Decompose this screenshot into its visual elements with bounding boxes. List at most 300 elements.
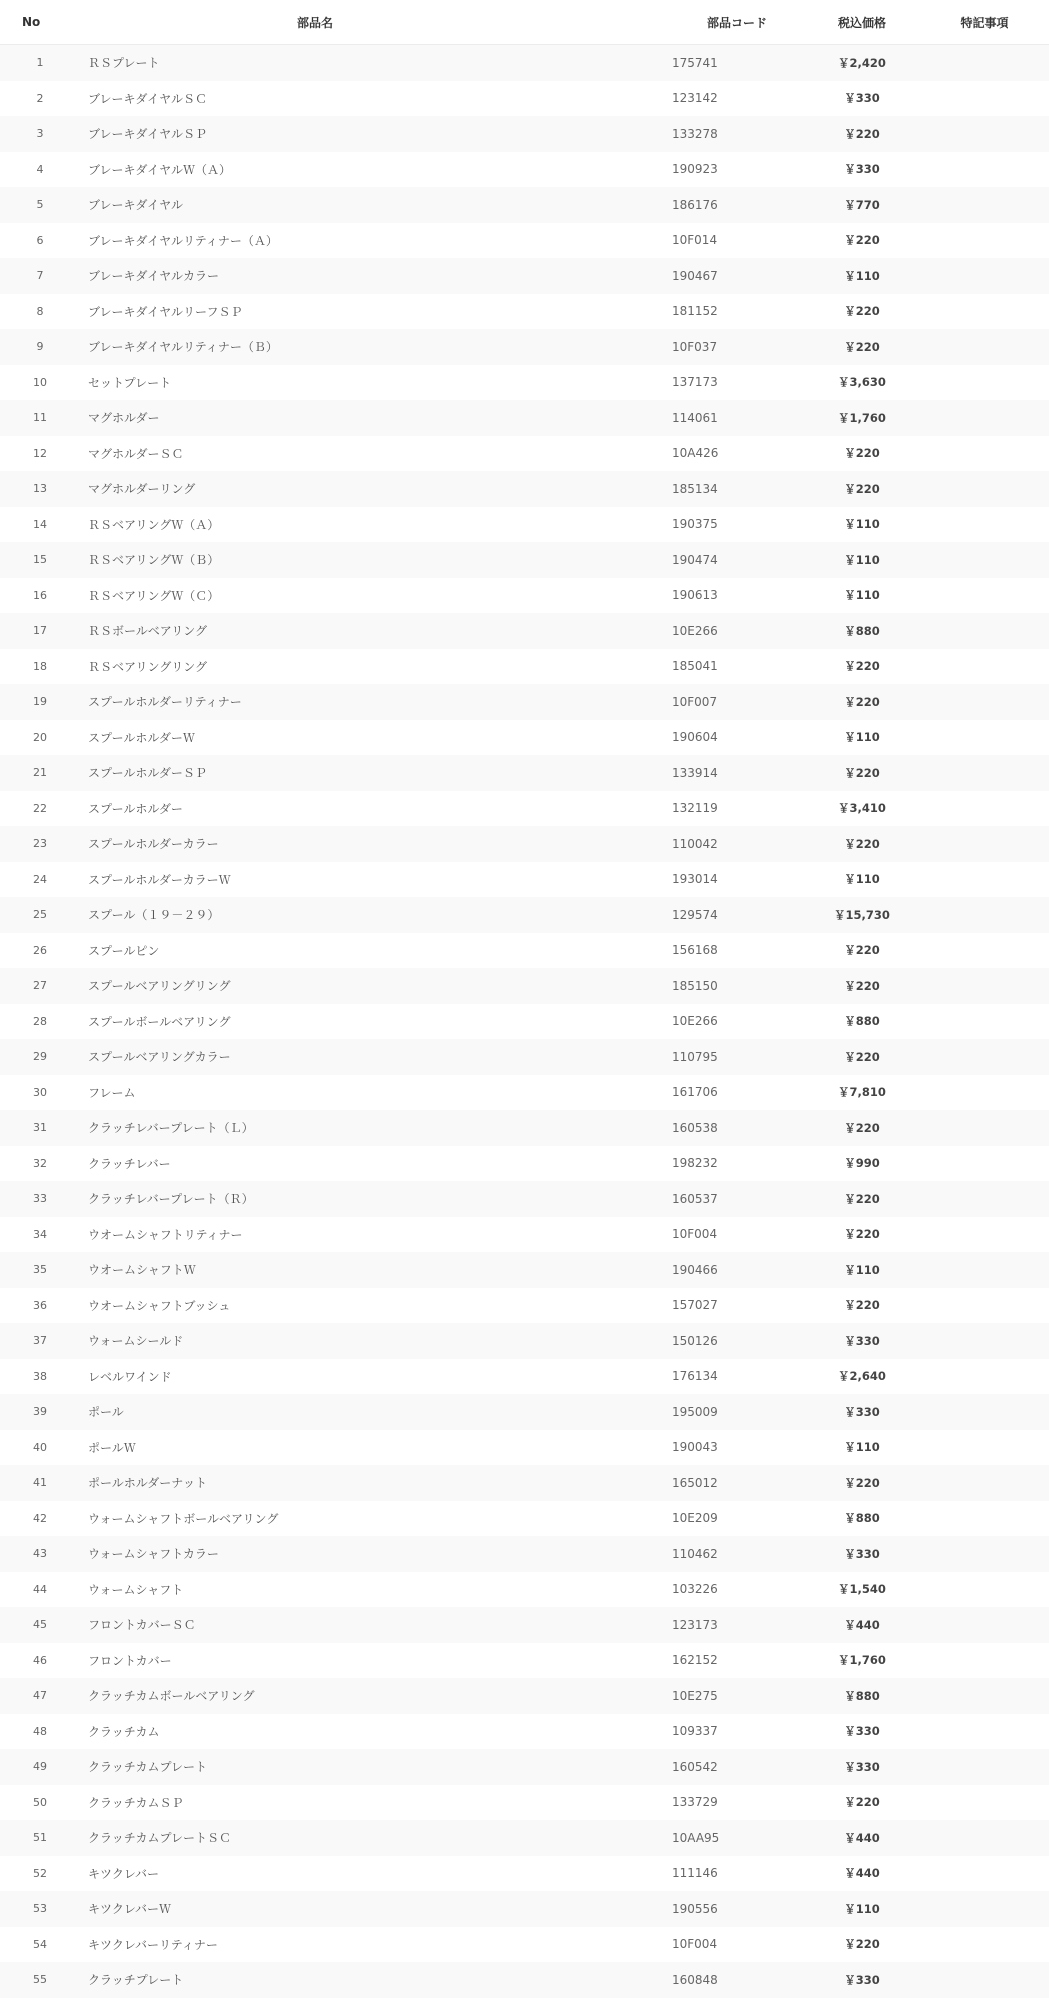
row-number: 1: [36, 56, 44, 70]
part-name: セットプレート: [88, 375, 172, 390]
price: ￥330: [844, 1546, 880, 1561]
row-number: 10: [33, 375, 47, 389]
table-row: [0, 223, 1049, 259]
table-row: [0, 1714, 1049, 1750]
part-name: マグホルダーＳＣ: [88, 446, 184, 461]
table-row: [0, 1572, 1049, 1608]
table-row: [0, 152, 1049, 188]
row-number: 54: [33, 1937, 47, 1951]
note: [920, 933, 1049, 969]
part-code: 103226: [672, 1582, 718, 1597]
note: [920, 365, 1049, 401]
part-code: 10AA95: [672, 1830, 720, 1845]
table-row: [0, 81, 1049, 117]
part-name: ブレーキダイヤルリティナー（Ａ）: [88, 233, 278, 248]
note: [920, 1820, 1049, 1856]
note: [920, 755, 1049, 791]
note: [920, 152, 1049, 188]
part-name: スプールベアリングリング: [88, 979, 231, 994]
table-row: [0, 1465, 1049, 1501]
table-row: [0, 507, 1049, 543]
header-note: 特記事項: [920, 0, 1049, 45]
table-row: [0, 1785, 1049, 1821]
price: ￥1,760: [838, 410, 886, 425]
price: ￥990: [844, 1156, 880, 1171]
price: ￥220: [844, 1937, 880, 1952]
part-name: スプールピン: [88, 943, 160, 958]
row-number: 40: [33, 1440, 47, 1454]
part-code: 185134: [672, 481, 718, 496]
part-name: ブレーキダイヤルＳＣ: [88, 91, 208, 106]
part-name: ＲＳプレート: [88, 56, 160, 71]
note: [920, 1572, 1049, 1608]
row-number: 53: [33, 1902, 47, 1916]
price: ￥330: [844, 1724, 880, 1739]
note: [920, 613, 1049, 649]
part-name: クラッチカムＳＰ: [88, 1795, 184, 1810]
part-code: 10E209: [672, 1511, 718, 1526]
part-name: キツクレバー: [88, 1866, 160, 1881]
part-code: 165012: [672, 1475, 718, 1490]
table-row: [0, 1678, 1049, 1714]
table-row: [0, 578, 1049, 614]
price: ￥110: [844, 268, 880, 283]
note: [920, 1217, 1049, 1253]
table-row: [0, 1146, 1049, 1182]
part-name: ウォームシャフトカラー: [88, 1547, 219, 1562]
note: [920, 1110, 1049, 1146]
price: ￥1,540: [838, 1582, 886, 1597]
note: [920, 329, 1049, 365]
row-number: 36: [33, 1298, 47, 1312]
price: ￥220: [844, 659, 880, 674]
row-number: 17: [33, 624, 47, 638]
table-row: [0, 649, 1049, 685]
table-row: [0, 294, 1049, 330]
price: ￥330: [844, 91, 880, 106]
part-code: 133914: [672, 765, 718, 780]
note: [920, 1749, 1049, 1785]
part-code: 109337: [672, 1724, 718, 1739]
table-row: [0, 897, 1049, 933]
row-number: 35: [33, 1263, 47, 1277]
part-name: クラッチカム: [88, 1724, 160, 1739]
part-name: フロントカバーＳＣ: [88, 1618, 196, 1633]
part-code: 156168: [672, 943, 718, 958]
table-row: [0, 116, 1049, 152]
note: [920, 1714, 1049, 1750]
part-name: ＲＳボールベアリング: [88, 624, 208, 639]
part-code: 160542: [672, 1759, 718, 1774]
table-row: [0, 684, 1049, 720]
header-part-name: 部品名: [80, 0, 670, 45]
header-no: No: [0, 0, 80, 45]
price: ￥220: [844, 1120, 880, 1135]
part-name: スプールボールベアリング: [88, 1014, 231, 1029]
table-row: [0, 365, 1049, 401]
part-name: マグホルダー: [88, 411, 160, 426]
table-row: [0, 542, 1049, 578]
price: ￥220: [844, 978, 880, 993]
note: [920, 791, 1049, 827]
part-code: 157027: [672, 1298, 718, 1313]
table-row: [0, 1501, 1049, 1537]
table-row: [0, 613, 1049, 649]
table-row: [0, 1820, 1049, 1856]
note: [920, 1146, 1049, 1182]
price: ￥220: [844, 765, 880, 780]
note: [920, 400, 1049, 436]
header-part-code: 部品コード: [670, 0, 804, 45]
row-number: 48: [33, 1724, 47, 1738]
part-code: 198232: [672, 1156, 718, 1171]
part-code: 190613: [672, 588, 718, 603]
note: [920, 45, 1049, 81]
row-number: 37: [33, 1334, 47, 1348]
row-number: 13: [33, 482, 47, 496]
part-name: クラッチカムボールベアリング: [88, 1689, 255, 1704]
part-code: 133729: [672, 1795, 718, 1810]
price: ￥330: [844, 1972, 880, 1987]
part-code: 150126: [672, 1333, 718, 1348]
part-name: ブレーキダイヤルＳＰ: [88, 127, 208, 142]
note: [920, 1039, 1049, 1075]
part-name: ポールホルダーナット: [88, 1476, 208, 1491]
price: ￥3,410: [838, 801, 886, 816]
note: [920, 684, 1049, 720]
row-number: 42: [33, 1511, 47, 1525]
price: ￥220: [844, 1191, 880, 1206]
price: ￥110: [844, 588, 880, 603]
table-row: [0, 826, 1049, 862]
note: [920, 1856, 1049, 1892]
note: [920, 1075, 1049, 1111]
part-name: ウオームシャフトＷ: [88, 1263, 196, 1278]
part-code: 185150: [672, 978, 718, 993]
table-row: [0, 720, 1049, 756]
part-name: クラッチレバープレート（Ｌ）: [88, 1121, 254, 1136]
table-row: [0, 1927, 1049, 1963]
note: [920, 968, 1049, 1004]
row-number: 3: [36, 127, 44, 141]
table-row: [0, 471, 1049, 507]
part-name: スプールホルダーリティナー: [88, 695, 242, 710]
note: [920, 826, 1049, 862]
row-number: 34: [33, 1227, 47, 1241]
part-code: 111146: [672, 1866, 718, 1881]
table-row: [0, 933, 1049, 969]
price: ￥220: [844, 481, 880, 496]
note: [920, 1394, 1049, 1430]
part-code: 132119: [672, 801, 718, 816]
row-number: 26: [33, 943, 47, 957]
table-row: [0, 187, 1049, 223]
row-number: 46: [33, 1653, 47, 1667]
row-number: 43: [33, 1547, 47, 1561]
note: [920, 223, 1049, 259]
row-number: 44: [33, 1582, 47, 1596]
part-code: 10F037: [672, 339, 718, 354]
part-name: ウォームシャフトボールベアリング: [88, 1511, 279, 1526]
table-row: [0, 329, 1049, 365]
row-number: 21: [33, 766, 47, 780]
row-number: 5: [36, 198, 44, 212]
part-name: キツクレバーＷ: [88, 1902, 172, 1917]
part-code: 10F004: [672, 1227, 718, 1242]
price: ￥220: [844, 694, 880, 709]
price: ￥330: [844, 162, 880, 177]
row-number: 25: [33, 908, 47, 922]
part-name: ブレーキダイヤルリーフＳＰ: [88, 304, 243, 319]
row-number: 51: [33, 1831, 47, 1845]
table-row: [0, 1962, 1049, 1998]
row-number: 28: [33, 1014, 47, 1028]
note: [920, 1181, 1049, 1217]
table-row: [0, 862, 1049, 898]
row-number: 24: [33, 872, 47, 886]
part-name: ポール: [88, 1405, 124, 1420]
row-number: 50: [33, 1795, 47, 1809]
part-code: 123142: [672, 91, 718, 106]
row-number: 29: [33, 1050, 47, 1064]
part-name: フロントカバー: [88, 1653, 172, 1668]
table-row: [0, 1536, 1049, 1572]
part-name: ブレーキダイヤル: [88, 198, 184, 213]
price: ￥2,640: [838, 1369, 886, 1384]
note: [920, 1536, 1049, 1572]
row-number: 33: [33, 1192, 47, 1206]
note: [920, 1288, 1049, 1324]
part-code: 190375: [672, 517, 718, 532]
part-code: 10A426: [672, 446, 719, 461]
part-code: 110795: [672, 1049, 718, 1064]
table-row: [0, 436, 1049, 472]
row-number: 8: [36, 304, 44, 318]
note: [920, 187, 1049, 223]
row-number: 55: [33, 1973, 47, 1987]
part-name: クラッチカムプレートＳＣ: [88, 1831, 232, 1846]
part-name: キツクレバーリティナー: [88, 1937, 218, 1952]
note: [920, 1678, 1049, 1714]
part-name: ウオームシャフトリティナー: [88, 1227, 243, 1242]
price: ￥110: [844, 730, 880, 745]
note: [920, 1891, 1049, 1927]
price: ￥880: [844, 1511, 880, 1526]
row-number: 18: [33, 659, 47, 673]
note: [920, 862, 1049, 898]
price: ￥880: [844, 623, 880, 638]
part-name: ＲＳベアリングＷ（Ｃ）: [88, 588, 220, 603]
part-name: ＲＳベアリングリング: [88, 659, 208, 674]
part-code: 186176: [672, 197, 718, 212]
price: ￥220: [844, 1475, 880, 1490]
part-code: 137173: [672, 375, 718, 390]
price: ￥220: [844, 126, 880, 141]
part-name: スプールホルダーＷ: [88, 730, 195, 745]
part-code: 10F007: [672, 694, 718, 709]
row-number: 45: [33, 1618, 47, 1632]
part-name: スプールベアリングカラー: [88, 1050, 231, 1065]
row-number: 20: [33, 730, 47, 744]
price: ￥220: [844, 943, 880, 958]
part-code: 10E275: [672, 1688, 718, 1703]
part-name: ＲＳベアリングＷ（Ｂ）: [88, 553, 220, 568]
table-row: [0, 1323, 1049, 1359]
row-number: 52: [33, 1866, 47, 1880]
price: ￥2,420: [838, 55, 886, 70]
table-row: [0, 45, 1049, 81]
note: [920, 81, 1049, 117]
table-row: [0, 1394, 1049, 1430]
part-code: 190466: [672, 1262, 718, 1277]
table-row: [0, 1856, 1049, 1892]
price: ￥110: [844, 552, 880, 567]
row-number: 19: [33, 695, 47, 709]
table-body: [0, 45, 1049, 1998]
table-header-row: [0, 0, 1049, 45]
part-code: 185041: [672, 659, 718, 674]
price: ￥110: [844, 1901, 880, 1916]
table-row: [0, 1110, 1049, 1146]
row-number: 38: [33, 1369, 47, 1383]
row-number: 14: [33, 517, 47, 531]
part-code: 190604: [672, 730, 718, 745]
table-row: [0, 755, 1049, 791]
part-code: 133278: [672, 126, 718, 141]
row-number: 7: [36, 269, 44, 283]
part-name: ブレーキダイヤルカラー: [88, 269, 220, 284]
table-row: [0, 1643, 1049, 1679]
price: ￥880: [844, 1014, 880, 1029]
price: ￥220: [844, 836, 880, 851]
table-row: [0, 1217, 1049, 1253]
part-code: 161706: [672, 1085, 718, 1100]
part-code: 195009: [672, 1404, 718, 1419]
row-number: 16: [33, 588, 47, 602]
note: [920, 1465, 1049, 1501]
note: [920, 1004, 1049, 1040]
row-number: 6: [36, 233, 44, 247]
table-row: [0, 791, 1049, 827]
part-code: 190043: [672, 1440, 718, 1455]
header-price: 税込価格: [804, 0, 920, 45]
part-code: 10E266: [672, 623, 718, 638]
note: [920, 294, 1049, 330]
table-row: [0, 1075, 1049, 1111]
part-code: 190474: [672, 552, 718, 567]
note: [920, 649, 1049, 685]
table-row: [0, 400, 1049, 436]
part-code: 193014: [672, 872, 718, 887]
part-code: 190467: [672, 268, 718, 283]
part-code: 160848: [672, 1972, 718, 1987]
part-name: ウオームシャフトブッシュ: [88, 1298, 231, 1313]
price: ￥220: [844, 1298, 880, 1313]
part-name: クラッチプレート: [88, 1973, 184, 1988]
row-number: 12: [33, 446, 47, 460]
table-row: [0, 1749, 1049, 1785]
note: [920, 1607, 1049, 1643]
price: ￥220: [844, 1227, 880, 1242]
part-name: クラッチカムプレート: [88, 1760, 208, 1775]
part-name: スプール（１９－２９）: [88, 908, 220, 923]
row-number: 30: [33, 1085, 47, 1099]
price: ￥220: [844, 339, 880, 354]
part-code: 129574: [672, 907, 718, 922]
price: ￥440: [844, 1617, 880, 1632]
row-number: 47: [33, 1689, 47, 1703]
price: ￥220: [844, 304, 880, 319]
part-name: フレーム: [88, 1085, 136, 1100]
price: ￥440: [844, 1866, 880, 1881]
note: [920, 258, 1049, 294]
price: ￥330: [844, 1759, 880, 1774]
part-code: 162152: [672, 1653, 718, 1668]
price: ￥1,760: [838, 1653, 886, 1668]
price: ￥110: [844, 1262, 880, 1277]
row-number: 15: [33, 553, 47, 567]
row-number: 2: [36, 91, 44, 105]
table-row: [0, 1288, 1049, 1324]
row-number: 41: [33, 1476, 47, 1490]
part-code: 123173: [672, 1617, 718, 1632]
note: [920, 436, 1049, 472]
note: [920, 578, 1049, 614]
price: ￥110: [844, 1440, 880, 1455]
note: [920, 1927, 1049, 1963]
part-name: スプールホルダー: [88, 801, 183, 816]
part-name: スプールホルダーカラーＷ: [88, 872, 231, 887]
row-number: 39: [33, 1405, 47, 1419]
note: [920, 1323, 1049, 1359]
note: [920, 507, 1049, 543]
part-code: 190556: [672, 1901, 718, 1916]
note: [920, 542, 1049, 578]
note: [920, 1430, 1049, 1466]
part-code: 175741: [672, 55, 718, 70]
part-code: 160537: [672, 1191, 718, 1206]
price: ￥330: [844, 1333, 880, 1348]
table-row: [0, 1607, 1049, 1643]
price: ￥220: [844, 446, 880, 461]
part-code: 10F014: [672, 233, 718, 248]
row-number: 9: [36, 340, 44, 354]
part-name: ウォームシャフト: [88, 1582, 184, 1597]
price: ￥880: [844, 1688, 880, 1703]
part-name: スプールホルダーＳＰ: [88, 766, 207, 781]
part-name: マグホルダーリング: [88, 482, 196, 497]
price: ￥7,810: [838, 1085, 886, 1100]
part-code: 110042: [672, 836, 718, 851]
part-name: ＲＳベアリングＷ（Ａ）: [88, 517, 220, 532]
price: ￥110: [844, 517, 880, 532]
note: [920, 1252, 1049, 1288]
note: [920, 1643, 1049, 1679]
part-name: クラッチレバー: [88, 1156, 171, 1171]
part-name: レベルワインド: [88, 1369, 172, 1384]
part-code: 110462: [672, 1546, 718, 1561]
note: [920, 720, 1049, 756]
note: [920, 1785, 1049, 1821]
part-code: 190923: [672, 162, 718, 177]
row-number: 31: [33, 1121, 47, 1135]
part-name: スプールホルダーカラー: [88, 837, 219, 852]
table-row: [0, 1039, 1049, 1075]
part-name: クラッチレバープレート（Ｒ）: [88, 1192, 254, 1207]
row-number: 27: [33, 979, 47, 993]
price: ￥3,630: [838, 375, 886, 390]
table-row: [0, 1430, 1049, 1466]
